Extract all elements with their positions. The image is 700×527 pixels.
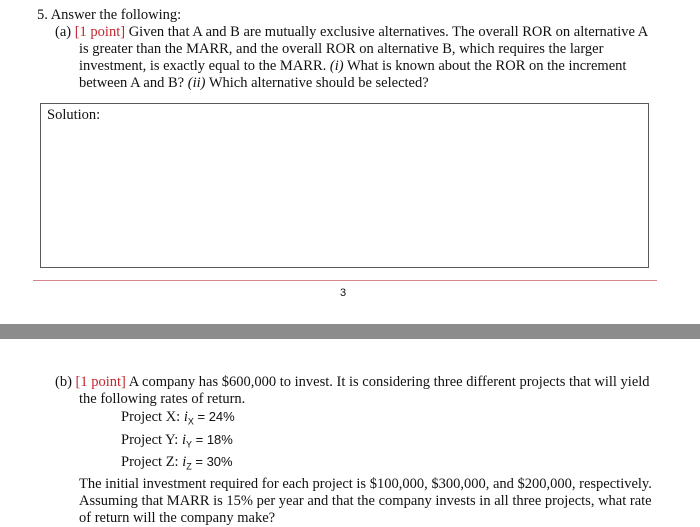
project-z-row	[55, 453, 675, 476]
part-a-line3-end: What is known about the ROR on the increment	[346, 58, 627, 74]
part-b-points: [1 point]	[75, 374, 126, 390]
page-divider	[33, 280, 657, 281]
solution-box[interactable]	[40, 103, 649, 268]
part-b-line2: the following rates of return.	[79, 391, 246, 407]
rate-symbol: i	[181, 431, 186, 448]
part-a-sub-i: (i)	[329, 58, 344, 74]
part-b-question	[55, 374, 675, 527]
project-z-rate: = 30%	[195, 454, 233, 470]
question-header: 5. Answer the following:	[37, 7, 182, 23]
project-x-rate: = 24%	[197, 409, 235, 424]
rate-subscript: Y	[185, 439, 192, 450]
project-x-row	[55, 408, 675, 431]
part-a-line3-start: investment, is exactly equal to the MARR.	[79, 58, 327, 74]
part-a-line4-start: between A and B?	[79, 75, 185, 91]
project-y-rate: = 18%	[195, 431, 233, 447]
project-y-name: Project Y:	[121, 431, 179, 448]
page-number: 3	[339, 287, 347, 299]
part-a-line1: Given that A and B are mutually exclusive alternatives. The overall ROR on alternative A	[128, 24, 649, 40]
project-y-row	[55, 431, 675, 454]
project-x-name: Project X:	[121, 409, 181, 425]
part-a-line4-end: Which alternative should be selected?	[208, 75, 429, 91]
rate-symbol: i	[182, 454, 187, 471]
rate-symbol: i	[183, 409, 188, 425]
rate-subscript: X	[187, 416, 194, 427]
part-b-line5: of return will the company make?	[79, 509, 276, 526]
part-b-line4: Assuming that MARR is 15% per year and that the company invests in all three projects, what rate	[79, 492, 652, 509]
rate-subscript: Z	[186, 461, 192, 472]
part-b-label: (b)	[55, 374, 72, 390]
part-b-line1: A company has $600,000 to invest. It is considering three different projects that will yield	[128, 374, 650, 390]
project-z-name: Project Z:	[121, 454, 179, 471]
page-break-band	[0, 324, 700, 339]
part-b-line3: The initial investment required for each project is $100,000, $300,000, and $200,000, respectively.	[79, 475, 652, 492]
solution-label: Solution:	[47, 107, 101, 123]
part-a-line2: is greater than the MARR, and the overall ROR on alternative B, which requires the larger	[79, 41, 604, 57]
part-a-label: (a)	[55, 24, 72, 40]
part-a-question	[55, 24, 675, 92]
part-a-points: [1 point]	[74, 24, 126, 40]
part-a-sub-ii: (ii)	[187, 75, 206, 91]
